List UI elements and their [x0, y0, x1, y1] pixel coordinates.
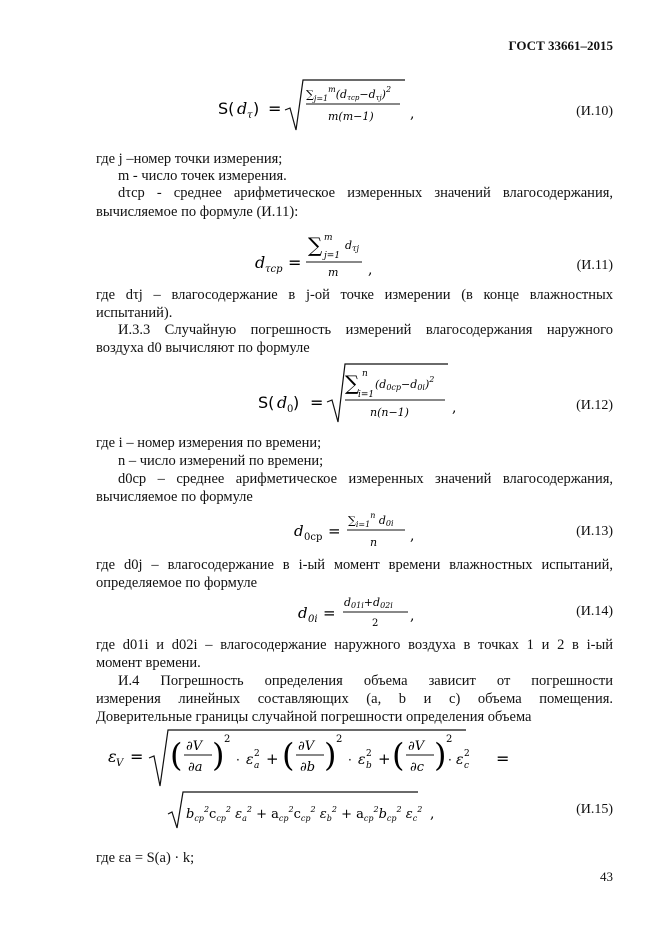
- paragraph: И.3.3 Случайную погрешность измерений влагосодержания наружного: [118, 322, 613, 338]
- formula-i14: [0, 590, 661, 632]
- svg-text:,: ,: [410, 608, 415, 624]
- paragraph: испытаний).: [96, 305, 173, 321]
- svg-text:∑i=1n d0i: $\sum_{i=1}^n$ d0i: [348, 511, 394, 529]
- svg-text:∂V: ∂V: [408, 739, 425, 754]
- svg-text:·: ·: [236, 753, 240, 767]
- paragraph: вычисляемое по формуле (И.11):: [96, 204, 299, 220]
- paragraph: момент времени.: [96, 655, 201, 671]
- formula-i12: [0, 358, 661, 426]
- paragraph: Доверительные границы случайной погрешности определения объема: [96, 709, 532, 725]
- formula-i10: [0, 76, 661, 136]
- svg-text:c: c: [464, 761, 470, 771]
- svg-text:∂V: ∂V: [298, 739, 315, 754]
- svg-text:,: ,: [410, 528, 415, 544]
- svg-text:d: d: [237, 99, 248, 118]
- paragraph: d0ср – среднее арифметическое измеренных значений влагосодержания,: [118, 471, 613, 487]
- paragraph: где dτj – влагосодержание в j-ой точке измерении (в конце влажностных: [96, 287, 613, 303]
- svg-text:,: ,: [410, 106, 415, 122]
- paragraph: m - число точек измерения.: [118, 168, 287, 184]
- svg-text:∑: ∑: [345, 371, 360, 395]
- svg-text:∂V: ∂V: [186, 739, 203, 754]
- svg-text:j=1: j=1: [324, 251, 341, 261]
- svg-text:2: 2: [366, 749, 372, 759]
- svg-text:0ср: 0ср: [304, 532, 323, 543]
- svg-text:): ): [212, 736, 225, 774]
- paragraph: вычисляемое по формуле: [96, 489, 253, 505]
- formula-i11: [0, 222, 661, 284]
- formula-i12-graphic: [0, 358, 661, 426]
- svg-text:0i: 0i: [308, 614, 318, 625]
- svg-text:d: d: [298, 604, 308, 622]
- svg-text:2: 2: [372, 618, 379, 629]
- svg-text:m(m−1): m(m−1): [328, 110, 374, 123]
- formula-i14-graphic: [0, 590, 661, 632]
- svg-text:2: 2: [464, 749, 470, 759]
- svg-text:=: =: [328, 522, 341, 540]
- svg-text:=: =: [268, 99, 282, 118]
- svg-text:): ): [434, 736, 447, 774]
- formula-i11-graphic: [0, 222, 661, 284]
- svg-text:V: V: [116, 758, 124, 769]
- svg-text:+: +: [378, 750, 391, 768]
- paragraph: воздуха d0 вычисляют по формуле: [96, 340, 310, 356]
- svg-text:d: d: [294, 522, 304, 540]
- svg-text:=: =: [310, 393, 324, 412]
- equation-number: (И.14): [576, 604, 613, 619]
- svg-text:ε: ε: [108, 747, 117, 766]
- svg-text:,: ,: [368, 262, 373, 278]
- svg-text:τср: τср: [265, 264, 283, 275]
- svg-text:∂b: ∂b: [300, 760, 316, 775]
- svg-text:S(: S(: [258, 393, 275, 412]
- page-number: 43: [600, 869, 613, 884]
- formula-i15-graphic: [0, 726, 661, 838]
- svg-text:∂c: ∂c: [410, 760, 425, 775]
- svg-text:(: (: [282, 736, 295, 774]
- svg-text:(: (: [392, 736, 405, 774]
- svg-text:+: +: [266, 750, 279, 768]
- formula-i13-graphic: [0, 506, 661, 552]
- svg-text:n: n: [370, 536, 378, 549]
- svg-text:2: 2: [224, 734, 231, 745]
- standard-header: ГОСТ 33661–2015: [508, 38, 613, 53]
- svg-text:=: =: [130, 747, 144, 766]
- svg-text:m: m: [324, 233, 333, 243]
- svg-text:=: =: [323, 604, 336, 622]
- equation-number: (И.10): [576, 104, 613, 119]
- equation-number: (И.12): [576, 398, 613, 413]
- equation-number: (И.11): [576, 258, 613, 273]
- svg-text:2: 2: [446, 734, 453, 745]
- paragraph: где d01i и d02i – влагосодержание наружного воздуха в точках 1 и 2 в i-ый: [96, 637, 613, 653]
- paragraph: dτср - среднее арифметическое измеренных значений влагосодержания,: [118, 185, 613, 201]
- svg-text:ε: ε: [456, 752, 464, 768]
- svg-text:∂a: ∂a: [188, 760, 203, 775]
- svg-text:i=1: i=1: [358, 390, 375, 400]
- paragraph: где εa = S(a) · k;: [96, 850, 195, 866]
- svg-text:): ): [253, 99, 260, 118]
- svg-text:): ): [293, 393, 300, 412]
- svg-text:2: 2: [254, 749, 260, 759]
- formula-i15: [0, 726, 661, 838]
- svg-text:dτj: dτj: [345, 239, 359, 253]
- svg-text:ε: ε: [246, 752, 254, 768]
- formula-i13: [0, 506, 661, 552]
- paragraph: где i – номер измерения по времени;: [96, 435, 322, 451]
- formula-i10-graphic: [0, 76, 661, 136]
- svg-text:·: ·: [348, 753, 352, 767]
- svg-text:0: 0: [287, 404, 294, 415]
- svg-text:S(: S(: [218, 99, 235, 118]
- svg-text:=: =: [288, 253, 302, 272]
- svg-text:b: b: [366, 761, 372, 771]
- paragraph: где d0j – влагосодержание в i-ый момент времени влажностных испытаний,: [96, 557, 613, 573]
- svg-text:a: a: [254, 761, 260, 771]
- svg-text:d: d: [277, 393, 288, 412]
- svg-text:d: d: [255, 253, 266, 272]
- svg-text:d01i+d02i: d01i+d02i: [344, 596, 393, 610]
- svg-text:·: ·: [448, 753, 452, 767]
- svg-text:,: ,: [430, 806, 435, 822]
- svg-text:∑j=1m(dτср−dτj)2: $\sum_{j=1}^m(d\tau ср-d\tau j)^2$: [306, 85, 392, 103]
- paragraph: определяемое по формуле: [96, 575, 258, 591]
- paragraph: n – число измерений по времени;: [118, 453, 324, 469]
- paragraph: где j –номер точки измерения;: [96, 151, 283, 167]
- equation-number: (И.15): [576, 802, 613, 817]
- svg-text:=: =: [496, 749, 510, 768]
- svg-text:(d0ср−d0i)2: $(d0ср-d0i)^2$: [375, 375, 435, 392]
- svg-text:,: ,: [452, 400, 457, 416]
- svg-text:(: (: [170, 736, 183, 774]
- equation-number: (И.13): [576, 524, 613, 539]
- svg-text:n(n−1): n(n−1): [370, 406, 409, 419]
- svg-text:∑: ∑: [308, 233, 323, 257]
- paragraph: И.4 Погрешность определения объема зависит от погрешности: [118, 673, 613, 689]
- svg-text:ε: ε: [358, 752, 366, 768]
- svg-text:n: n: [362, 369, 368, 379]
- svg-text:): ): [324, 736, 337, 774]
- svg-text:2: 2: [336, 734, 343, 745]
- svg-text:bср2cср2 εа2 + aср2cср2 εb2 +: $b_{ср}^2c_{ср}^2$ $\varepsilon_а^2 + a_{ср}^2c_{ср}^2$ $\varepsilon_b^2 + a_{ср}^2b_{ср}^2$ $\varepsilon_c^2$: [186, 805, 423, 823]
- svg-text:τ: τ: [247, 110, 253, 121]
- svg-text:m: m: [328, 266, 339, 279]
- paragraph: измерения линейных составляющих (a, b и c) объема помещения.: [96, 691, 613, 707]
